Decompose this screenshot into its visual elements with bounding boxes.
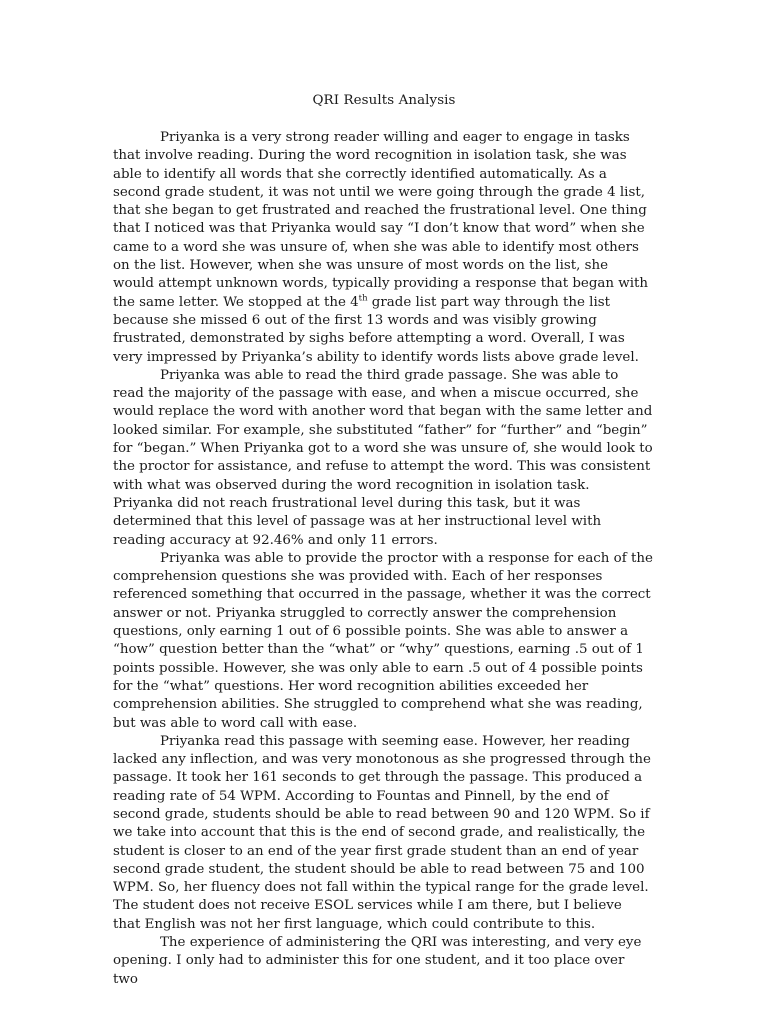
paragraph-comprehension: Priyanka was able to provide the proctor with a response for each of the comprehension questions she was provided with. Each of her responses referenced something that occurred in the passage, whether it was the correct answer or not. Priyanka struggled to correctly answer the comprehension questions, only earning 1 out of 6 possible points. She was able to answer a “how” question better than the “what” or “why” questions, earning .5 out of 1 points possible. However, she was only able to earn .5 out of 4 possible points for the “what” questions. Her word recognition abilities exceeded her comprehension abilities. She struggled to comprehend what she was reading, but was able to word call with ease. bbox=[113, 550, 653, 731]
paragraph-word-recognition-text-start: Priyanka is a very strong reader willing and eager to engage in tasks that involve reading. During the word recognition in isolation task, she was able to identify all words that she correctly identified automatically. As a second grade student, it was not until we were going through the grade 4 list, that she began to get frustrated and reached the frustrational level. One thing that I noticed was that Priyanka would say “I don’t know that word” when she came to a word she was unsure of, when she was able to identify most others on the list. However, when she was unsure of most words on the list, she would attempt unknown words, typically providing a response that began with the same letter. We stopped at the 4 bbox=[113, 130, 649, 310]
paragraph-word-recognition-text-end: grade list part way through the list because she missed 6 out of the first 13 words and was visibly growing frustrated, demonstrated by sighs before attempting a word. Overall, I was very impressed by Priyanka’s ability to identify words lists above grade level. bbox=[113, 294, 639, 365]
paragraph-fluency: Priyanka read this passage with seeming ease. However, her reading lacked any inflection, and was very monotonous as she progressed through the passage. It took her 161 seconds to get through the passage. This produced a reading rate of 54 WPM. According to Fountas and Pinnell, by the end of second grade, students should be able to read between 90 and 120 WPM. So if we take into account that this is the end of second grade, and realistically, the student is closer to an end of the year first grade student than an end of year second grade student, the student should be able to read between 75 and 100 WPM. So, her fluency does not fall within the typical range for the grade level. The student does not receive ESOL services while I am there, but I believe that English was not her first language, which could contribute to this. bbox=[113, 733, 651, 932]
paragraph-word-recognition bbox=[113, 129, 653, 367]
document-body bbox=[113, 129, 653, 989]
ordinal-suffix: th bbox=[358, 293, 368, 304]
paragraph-passage-reading: Priyanka was able to read the third grade passage. She was able to read the majority of the passage with ease, and when a miscue occurred, she would replace the word with another word that began with the same letter and looked similar. For example, she substituted “father” for “further” and “begin” for “began.” When Priyanka got to a word she was unsure of, she would look to the proctor for assistance, and refuse to attempt the word. This was consistent with what was observed during the word recognition in isolation task. Priyanka did not reach frustrational level during this task, but it was determined that this level of passage was at her instructional level with reading accuracy at 92.46% and only 11 errors. bbox=[113, 367, 653, 548]
document-title: QRI Results Analysis bbox=[312, 93, 456, 108]
paragraph-experience: The experience of administering the QRI was interesting, and very eye opening. I only had to administer this for one student, and it too place over two bbox=[113, 935, 642, 987]
